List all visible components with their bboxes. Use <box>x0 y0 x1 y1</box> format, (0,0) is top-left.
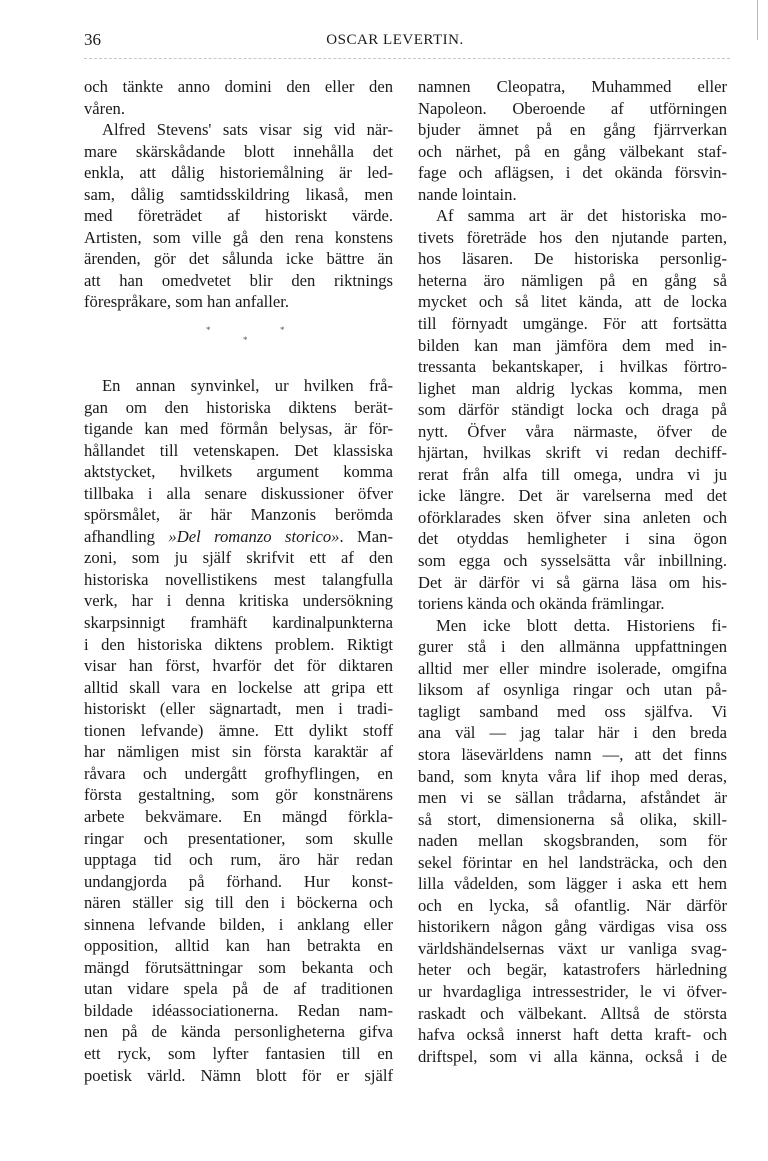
asterisk: * <box>280 325 285 336</box>
text-line: bjuder ämnet på en gång fjärrverkan <box>418 120 727 140</box>
text-line: heterna äro nämligen på en gång så <box>418 270 727 290</box>
text-line: hållandet till vetenskapen. Det klassiska <box>84 440 393 460</box>
text-line: Artisten, som ville gå den rena konstens <box>84 227 393 247</box>
text-line: utan vidare spela på de af traditionen <box>84 979 393 999</box>
text-line: visar han först, hvarför det för diktaren <box>84 656 393 676</box>
text-line: bilden kan man jämföra dem med in- <box>418 335 727 355</box>
text-line: sam, dålig samtidsskildring likaså, men <box>84 184 393 204</box>
text-line: alltid skall vara en lockelse att gripa ett <box>84 677 393 697</box>
text-line: alltid mer eller mindre isolerade, omgifna <box>418 658 727 678</box>
text-line: det otyddas hemligheter i sina ögon <box>418 529 727 549</box>
text-line: hos läsaren. De historiska personlig- <box>418 249 727 269</box>
text-line: mycket och så litet kända, att de locka <box>418 292 727 312</box>
italic-title: »Del romanzo storico» <box>168 526 340 546</box>
text-line: aktstycket, hvilkets argument komma <box>84 462 393 482</box>
text-segment: . Man- <box>339 526 393 546</box>
text-line: verk, har i denna kritiska undersökning <box>84 591 393 611</box>
text-line: tillbaka i alla senare diskussioner öfver <box>84 483 393 503</box>
section-separator <box>84 313 393 375</box>
text-line: ärenden, gör det sålunda icke bättre än <box>84 249 393 269</box>
text-line: tressanta bekantskaper, i hvilkas förtro- <box>418 357 727 377</box>
text-column-right <box>418 76 727 1067</box>
text-line: bildade idéassociationerna. Redan nam- <box>84 1000 393 1020</box>
text-line: som egga och sysselsätta vår inbillning. <box>418 551 727 571</box>
text-line: lilla vådelden, som lägger i aska ett hem <box>418 874 727 894</box>
paragraph <box>418 205 727 614</box>
running-title: OSCAR LEVERTIN. <box>326 32 464 48</box>
text-line: opposition, alltid kan han betrakta en <box>84 936 393 956</box>
paragraph <box>418 76 727 205</box>
paragraph <box>418 615 727 1067</box>
text-line: gurer stå i den allmänna uppfattningen <box>418 637 727 657</box>
text-line: undangjorda på förhand. Hur konst- <box>84 871 393 891</box>
text-line: och närhet, på en gång välbekant staf- <box>418 141 727 161</box>
text-line: nen på de kända personligheterna gifva <box>84 1022 393 1042</box>
text-line: historiskt (eller sägnartadt, men i tradi- <box>84 699 393 719</box>
paragraph <box>84 119 393 313</box>
text-line: tigande kan med förmån belysas, är för- <box>84 419 393 439</box>
text-line: ringar och presentationer, som skulle <box>84 828 393 848</box>
text-line: skarpsinnigt framhäft kardinalpunkterna <box>84 613 393 633</box>
text-line: gan om den historiska diktens berät- <box>84 397 393 417</box>
text-line: Napoleon. Oberoende af utförningen <box>418 98 727 118</box>
text-line: och en lycka, så ofantlig. När därför <box>418 895 727 915</box>
text-line: nytt. Öfver våra närmaste, öfver de <box>418 421 727 441</box>
text-line: har nämligen mist sin första karaktär af <box>84 742 393 762</box>
text-line: Alfred Stevens' sats visar sig vid när- <box>102 120 393 140</box>
text-line: band, som knyta våra lif ihop med deras, <box>418 766 727 786</box>
text-line: tagligt samband med oss själfva. Vi <box>418 701 727 721</box>
text-line: tionen lefvande) ämne. Ett dylikt stoff <box>84 720 393 740</box>
text-line: mängd förutsättningar som bekanta och <box>84 957 393 977</box>
text-line: sinnena lefvande bilden, i anklang eller <box>84 914 393 934</box>
text-line: och tänkte anno domini den eller den <box>84 77 393 96</box>
text-line: hafva också innerst haft detta kraft- och <box>418 1025 727 1045</box>
text-line: zoni, som ju själf skrifvit ett af den <box>84 548 393 568</box>
text-line: historikern någon gång värdigas visa oss <box>418 917 727 937</box>
text-line: upptaga tid och rum, äro här redan <box>84 850 393 870</box>
text-line: som därför ständigt locka och draga på <box>418 400 727 420</box>
text-line: tivets företräde hos den njutande parten, <box>418 227 727 247</box>
header-rule <box>84 58 730 59</box>
text-line: Det är därför vi så gärna läsa om his- <box>418 572 727 592</box>
text-line: naden mellan skogsbranden, som för <box>418 831 727 851</box>
text-line: nande lointain. <box>418 184 517 204</box>
text-line: oförklarades sken öfver sina anleten och <box>418 507 727 527</box>
text-line: sekel förintar en hel landsträcka, och den <box>418 852 727 872</box>
text-line: råvara och undergått grofhyflingen, en <box>84 763 393 783</box>
paragraph <box>84 375 393 1086</box>
text-line: En annan synvinkel, ur hvilken frå- <box>102 376 393 396</box>
text-line: stora läsevärldens namn —, att det finns <box>418 744 727 764</box>
text-line: ana väl — jag talar här i den breda <box>418 723 727 743</box>
text-line: världshändelsernas växt ur vanliga svag- <box>418 938 727 958</box>
text-line: men vi se sällan trådarna, afståndet är <box>418 788 727 808</box>
text-line: förespråkare, som han anfaller. <box>84 292 290 312</box>
text-line: spörsmålet, är här Manzonis berömda <box>84 505 393 525</box>
text-line: med företrädet af historiskt värde. <box>84 206 393 226</box>
text-line: hjärtan, hvilkas skrift vi redan dechiff- <box>418 443 727 463</box>
text-line: våren. <box>84 98 125 118</box>
text-line: mare skärskådande blott innehålla det <box>84 141 393 161</box>
asterisk: * <box>243 335 248 346</box>
text-line: enkla, att dålig historiemålning är led- <box>84 163 393 183</box>
text-line: så stort, dimensionerna så olika, skill- <box>418 809 727 829</box>
page-number: 36 <box>84 30 101 49</box>
asterisk: * <box>206 325 211 336</box>
text-line: Af samma art är det historiska mo- <box>436 206 727 226</box>
text-segment: afhandling <box>84 526 169 546</box>
paragraph <box>84 76 393 119</box>
text-line: liksom af osynliga ringar och utan på- <box>418 680 727 700</box>
text-line: rerat från alfa till omega, undra vi ju <box>418 464 727 484</box>
text-line: heter och begär, katastrofers härledning <box>418 960 727 980</box>
text-line: raskadt och välbekant. Alltså de största <box>418 1003 727 1023</box>
text-line: toriens kända och okända främlingar. <box>418 594 665 614</box>
text-line: lighet man aldrig lyckas komma, men <box>418 378 727 398</box>
text-line: arbete bekvämare. En mängd förkla- <box>84 806 393 826</box>
text-line: till förnyadt umgänge. För att fortsätta <box>418 314 727 334</box>
text-line: ett ryck, som lyfter fantasien till en <box>84 1043 393 1063</box>
text-line: icke längre. Det är varelserna med det <box>418 486 727 506</box>
text-line: historiska novellistikens mest talangfulla <box>84 569 393 589</box>
text-line: driftspel, som vi alla känna, också i de <box>418 1046 727 1066</box>
text-line: att han omedvetet blir den riktnings <box>84 270 393 290</box>
text-line: första gestaltning, som gör konstnärens <box>84 785 393 805</box>
text-line: i den historiska diktens problem. Riktigt <box>84 634 393 654</box>
text-line: poetisk värld. Nämn blott för er själf <box>84 1065 393 1085</box>
text-line: ur hvardagliga intressestrider, le vi öfver- <box>418 981 727 1001</box>
text-line: Men icke blott detta. Historiens fi- <box>436 615 727 635</box>
text-line: fage och aflägsen, i det okända försvin- <box>418 163 727 183</box>
text-line: namnen Cleopatra, Muhammed eller <box>418 77 727 96</box>
text-line: nären ställer sig till den i böckerna och <box>84 893 393 913</box>
text-column-left <box>84 76 393 1086</box>
text-line <box>84 526 393 548</box>
